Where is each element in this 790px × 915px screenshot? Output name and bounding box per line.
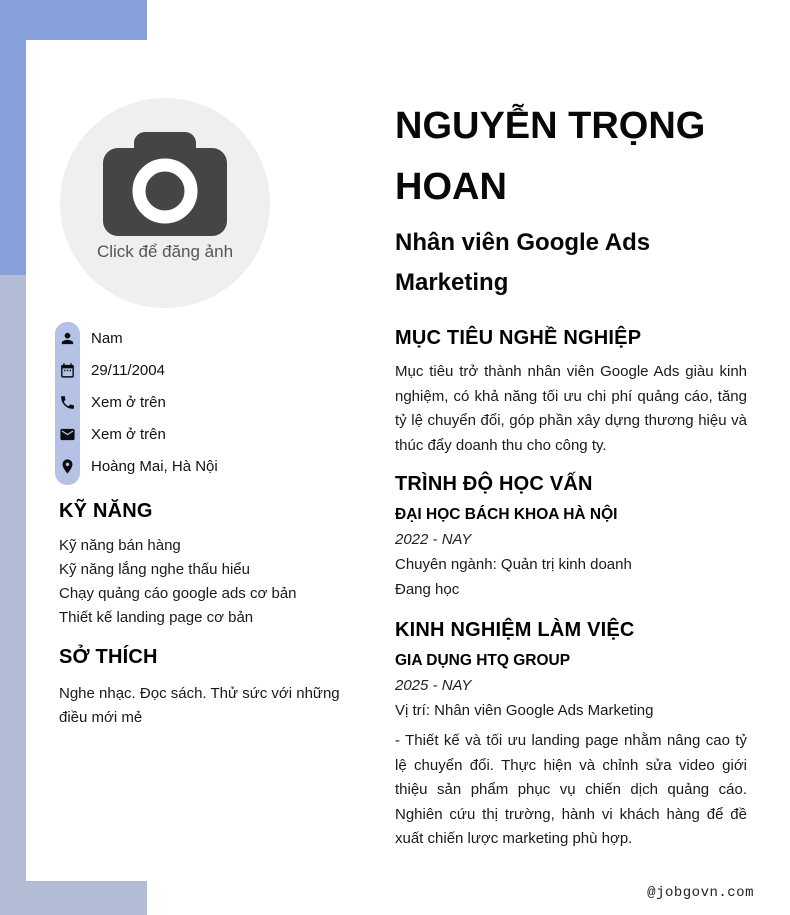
hobbies-heading: SỞ THÍCH (59, 646, 158, 668)
hobbies-section (59, 646, 371, 730)
education-school: ĐẠI HỌC BÁCH KHOA HÀ NỘI (395, 506, 618, 523)
skill-item: Kỹ năng bán hàng (59, 537, 181, 554)
location-icon (55, 458, 80, 475)
contact-row-phone (55, 386, 218, 418)
skills-section (59, 500, 379, 630)
accent-side-strip-top (0, 40, 26, 275)
education-period: 2022 - NAY (395, 531, 472, 548)
experience-position: Vị trí: Nhân viên Google Ads Marketing (395, 702, 654, 719)
experience-heading: KINH NGHIỆM LÀM VIỆC (395, 619, 635, 641)
person-icon (55, 330, 80, 347)
skills-heading: KỸ NĂNG (59, 500, 153, 522)
candidate-title: Nhân viên Google Ads Marketing (395, 229, 651, 296)
email-icon (55, 426, 80, 443)
skill-item: Thiết kế landing page cơ bản (59, 609, 254, 626)
education-major: Chuyên ngành: Quản trị kinh doanh (395, 556, 632, 573)
watermark: @jobgovn.com (647, 885, 754, 901)
camera-icon (103, 132, 227, 236)
contact-value: Xem ở trên (91, 393, 166, 411)
contact-row-gender (55, 322, 218, 354)
phone-icon (55, 394, 80, 411)
photo-upload-button[interactable] (60, 98, 270, 308)
experience-company: GIA DỤNG HTQ GROUP (395, 652, 571, 669)
experience-period: 2025 - NAY (395, 677, 472, 694)
accent-side-strip-bottom (0, 275, 26, 915)
contact-row-address (55, 450, 218, 482)
main-column (395, 96, 747, 852)
contact-value: Nam (91, 329, 123, 347)
hobbies-text: Nghe nhạc. Đọc sách. Thử sức với những điều mới mẻ (59, 685, 340, 726)
education-status: Đang học (395, 581, 460, 598)
photo-upload-caption: Click để đăng ảnh (96, 242, 234, 261)
experience-description: - Thiết kế và tối ưu landing page nhằm nâng cao tỷ lệ chuyển đổi. Thực hiện và chỉnh sửa video giới thiệu sản phẩm phục vụ chiến dịch quảng cáo. Nghiên cứu thị trường, hành vi khách hàng để đề xuất chiến lược marketing phù hợp. (395, 732, 747, 847)
skill-item: Chạy quảng cáo google ads cơ bản (59, 585, 297, 602)
objective-text: Mục tiêu trở thành nhân viên Google Ads giàu kinh nghiệm, có khả năng tối ưu chi phí quảng cáo, tăng tỷ lệ chuyển đổi, góp phần xây dựng thương hiệu và thúc đẩy doanh thu cho công ty. (395, 363, 747, 454)
objective-heading: MỤC TIÊU NGHỀ NGHIỆP (395, 327, 642, 349)
candidate-name: NGUYỄN TRỌNG HOAN (395, 105, 706, 208)
accent-bottom-bar (0, 881, 147, 915)
calendar-icon (55, 362, 80, 379)
contact-value: Xem ở trên (91, 425, 166, 443)
contact-info (55, 322, 218, 482)
education-heading: TRÌNH ĐỘ HỌC VẤN (395, 473, 593, 495)
contact-row-birthdate (55, 354, 218, 386)
contact-value: Hoàng Mai, Hà Nội (91, 457, 218, 475)
accent-top-bar (0, 0, 147, 40)
contact-value: 29/11/2004 (91, 361, 165, 379)
contact-row-email (55, 418, 218, 450)
skill-item: Kỹ năng lắng nghe thấu hiểu (59, 561, 250, 578)
skills-list (59, 534, 379, 630)
